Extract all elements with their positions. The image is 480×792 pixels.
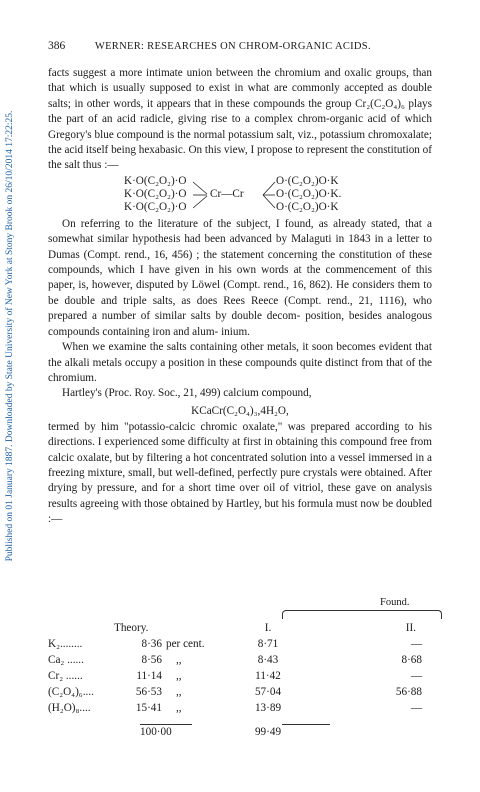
line: them to be double and triple salts, as does Rees Reece (Compt. rend., bbox=[48, 279, 432, 307]
line: on analysis results agreeing with those obtained by Hartley, but his bbox=[48, 482, 432, 510]
total-row bbox=[48, 724, 432, 740]
found-i: 57·04 bbox=[254, 686, 282, 698]
line: position, besides analogous compounds containing iron and alum- bbox=[48, 310, 432, 338]
found-i: 8·43 bbox=[257, 654, 279, 666]
row-label: Ca₂ ...... bbox=[48, 654, 84, 666]
paragraph-3 bbox=[48, 340, 432, 402]
found-i: 11·42 bbox=[255, 670, 281, 682]
line: hot concentrated solution into a vessel immersed in a freezing mixture, bbox=[48, 451, 432, 479]
line: small, but well-defined, perfectly pure crystals were obtained. After bbox=[128, 466, 432, 479]
found-ii: — bbox=[410, 702, 422, 714]
p1-text bbox=[48, 66, 432, 174]
total-found-i: 99·49 bbox=[254, 726, 282, 738]
found-i: 8·71 bbox=[257, 638, 279, 650]
total-rule-theory bbox=[140, 724, 192, 725]
row-label: (H₂O)₈.... bbox=[48, 702, 91, 714]
paragraph-2 bbox=[48, 217, 432, 340]
line: facts suggest a more intimate union between the chromium and bbox=[48, 67, 345, 79]
col2-header: II. bbox=[405, 622, 416, 634]
analysis-table bbox=[48, 620, 432, 740]
paragraph-1 bbox=[48, 66, 432, 174]
line: Malaguti in 1843 in a letter to Dumas (Compt. rend., 16, 456) ; the bbox=[48, 233, 432, 261]
line: Gregory's blue compound is the normal potassium salt, viz., potassium bbox=[48, 128, 368, 141]
line: propose to represent the constitution of the salt thus :— bbox=[48, 144, 432, 172]
found-ii: 8·68 bbox=[401, 654, 422, 666]
theory-value: 56·53 bbox=[135, 686, 162, 698]
found-ii: — bbox=[410, 670, 422, 682]
line: becomes evident that the alkali metals occupy a position in these bbox=[48, 341, 432, 369]
row-label: Cr₂ ...... bbox=[48, 670, 83, 682]
hartley-formula: KCaCr(C₂O₄)₃,4H₂O, bbox=[191, 404, 289, 417]
found-i: 13·89 bbox=[254, 702, 282, 714]
total-theory: 100·00 bbox=[140, 726, 172, 738]
line: according to his directions. I experienced some difficulty at first in bbox=[48, 420, 432, 449]
line: obtaining this compound free from calcic oxalate, but by filtering a bbox=[48, 436, 432, 464]
download-notice bbox=[4, 16, 16, 656]
line: however, disputed by Löwel (Compt. rend., 16, 862). He considers bbox=[91, 279, 398, 292]
unit: ,, bbox=[176, 670, 182, 682]
col1-header: I. bbox=[264, 622, 272, 634]
line: stated, that a somewhat similar hypothesis had been advanced by bbox=[48, 217, 432, 246]
p3-text bbox=[48, 340, 432, 386]
found-ii: — bbox=[410, 638, 422, 650]
line: Hartley's (Proc. Roy. Soc., 21, 499) calcium compound, bbox=[62, 387, 312, 400]
running-head: WERNER: RESEARCHES ON CHROM-ORGANIC ACIDS. bbox=[94, 41, 371, 52]
p3b-text bbox=[48, 386, 432, 401]
formula-right-3: O·(C₂O₂)O·K bbox=[276, 200, 339, 213]
table-row bbox=[48, 700, 432, 716]
p2-text bbox=[48, 217, 432, 340]
line: termed by him "potassio-calcic chromic oxalate," was prepared bbox=[48, 420, 356, 433]
line: On referring to the literature of the subject, I found, as already bbox=[62, 217, 372, 230]
table-header-row bbox=[48, 620, 432, 636]
found-brace bbox=[282, 610, 442, 619]
row-label: (C₂O₄)₆.... bbox=[48, 686, 94, 698]
page-number: 386 bbox=[48, 40, 66, 52]
found-ii: 56·88 bbox=[395, 686, 422, 698]
theory-value: 11·14 bbox=[136, 670, 162, 682]
formula-left-3: K·O(C₂O₂)·O bbox=[124, 200, 187, 213]
line: inium. bbox=[221, 325, 250, 338]
theory-value: 8·36 bbox=[141, 638, 162, 650]
theory-header: Theory. bbox=[114, 622, 149, 634]
line: acid radicle, giving rise to a complex chrom-organic acid of which bbox=[117, 113, 432, 126]
table-row bbox=[48, 668, 432, 684]
formula-right-1: O·(C₂O₂)O·K bbox=[276, 174, 339, 187]
line: are commonly accepted as double salts; in other words, it appears bbox=[48, 82, 432, 110]
page-content bbox=[48, 40, 432, 528]
table-row bbox=[48, 636, 432, 652]
structural-formula bbox=[48, 175, 432, 215]
found-header: Found. bbox=[380, 597, 410, 608]
unit: ,, bbox=[176, 654, 182, 666]
unit: per cent. bbox=[166, 638, 205, 650]
formula-left-1: K·O(C₂O₂)·O bbox=[124, 174, 187, 187]
cr-cr-bond: Cr—Cr bbox=[210, 187, 244, 200]
line: oxalic groups, than that which is usually supposed to exist in what bbox=[48, 67, 432, 95]
formula-right-2: O·(C₂O₂)O·K. bbox=[276, 187, 342, 200]
line: When we examine the salts containing other metals, it soon bbox=[62, 341, 337, 354]
line: formula must now be doubled :— bbox=[48, 497, 433, 526]
theory-value: 15·41 bbox=[135, 702, 162, 714]
line: drying by pressure, and for a short time over oil of vitriol, these gave bbox=[48, 482, 381, 495]
formula-left-2: K·O(C₂O₂)·O bbox=[124, 187, 187, 200]
table-row bbox=[48, 652, 432, 668]
download-notice-text: Published on 01 January 1887. Downloaded by State University of New York at Stony Brook on 26/10/2014 17:22:25. bbox=[5, 110, 15, 562]
theory-value: 8·56 bbox=[141, 654, 162, 666]
line: chromoxalate; the acid itself being hexabasic. On this view, I bbox=[48, 128, 432, 157]
table-row bbox=[48, 684, 432, 700]
row-label: K₂........ bbox=[48, 638, 83, 650]
p4-text bbox=[48, 420, 432, 528]
page-header bbox=[48, 40, 432, 56]
unit: ,, bbox=[176, 702, 182, 714]
paragraph-4 bbox=[48, 420, 432, 528]
total-rule-found bbox=[282, 724, 330, 725]
line: compounds quite distinct from that of the chromium. bbox=[48, 356, 433, 384]
line: have given in his own words at the commencement of this paper, is, bbox=[48, 264, 432, 292]
unit: ,, bbox=[176, 686, 182, 698]
line: statement concerning the constitution of these compounds, which I bbox=[48, 248, 432, 277]
line: that in these compounds the group Cr₂(C₂O₄)₆ plays the part of an bbox=[48, 97, 432, 126]
line: 21, 1116), who prepared a number of similar salts by double decom- bbox=[48, 294, 432, 323]
